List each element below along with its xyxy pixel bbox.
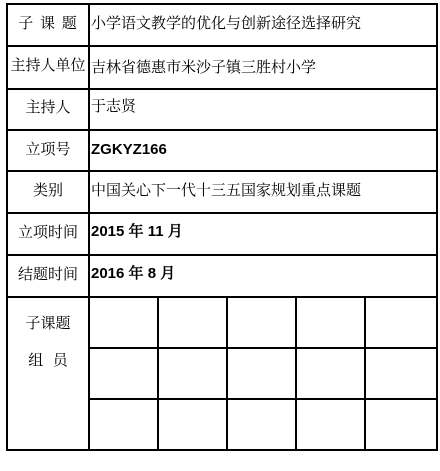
approval-date-value: 2015 年 11 月 <box>91 223 183 240</box>
grid-line <box>6 254 438 256</box>
project-number-label: 立项号 <box>25 140 71 158</box>
grid-line <box>6 129 438 131</box>
host-unit-label: 主持人单位 <box>10 56 86 74</box>
member-cell <box>297 298 364 347</box>
member-cell <box>366 400 436 449</box>
completion-date-label: 结题时间 <box>17 265 78 283</box>
member-cell <box>366 349 436 398</box>
member-cell <box>228 349 295 398</box>
grid-line <box>6 88 438 90</box>
grid-line <box>6 45 438 47</box>
member-cell <box>297 400 364 449</box>
host-value: 于志贤 <box>91 97 137 115</box>
grid-line <box>6 449 438 451</box>
grid-line <box>436 3 438 451</box>
grid-line <box>6 212 438 214</box>
member-cell <box>159 298 226 347</box>
members-label-line2: 组 员 <box>28 351 68 369</box>
member-cell <box>90 400 157 449</box>
category-label: 类别 <box>32 181 63 199</box>
host-unit-value: 吉林省德惠市米沙子镇三胜村小学 <box>91 58 317 76</box>
approval-date-label: 立项时间 <box>17 223 78 241</box>
member-cell <box>228 400 295 449</box>
member-cell <box>228 298 295 347</box>
member-cell <box>159 400 226 449</box>
grid-line <box>6 3 438 5</box>
member-cell <box>366 298 436 347</box>
project-number-value: ZGKYZ166 <box>91 141 167 158</box>
category-value: 中国关心下一代十三五国家规划重点课题 <box>91 181 362 199</box>
member-cell <box>90 349 157 398</box>
grid-line <box>6 170 438 172</box>
member-cell <box>90 298 157 347</box>
subtopic-value: 小学语文教学的优化与创新途径选择研究 <box>91 14 362 32</box>
subtopic-label: 子 课 题 <box>18 14 78 32</box>
member-cell <box>297 349 364 398</box>
completion-date-value: 2016 年 8 月 <box>91 265 176 282</box>
members-label-line1: 子课题 <box>25 314 71 332</box>
host-label: 主持人 <box>25 98 71 116</box>
member-cell <box>159 349 226 398</box>
